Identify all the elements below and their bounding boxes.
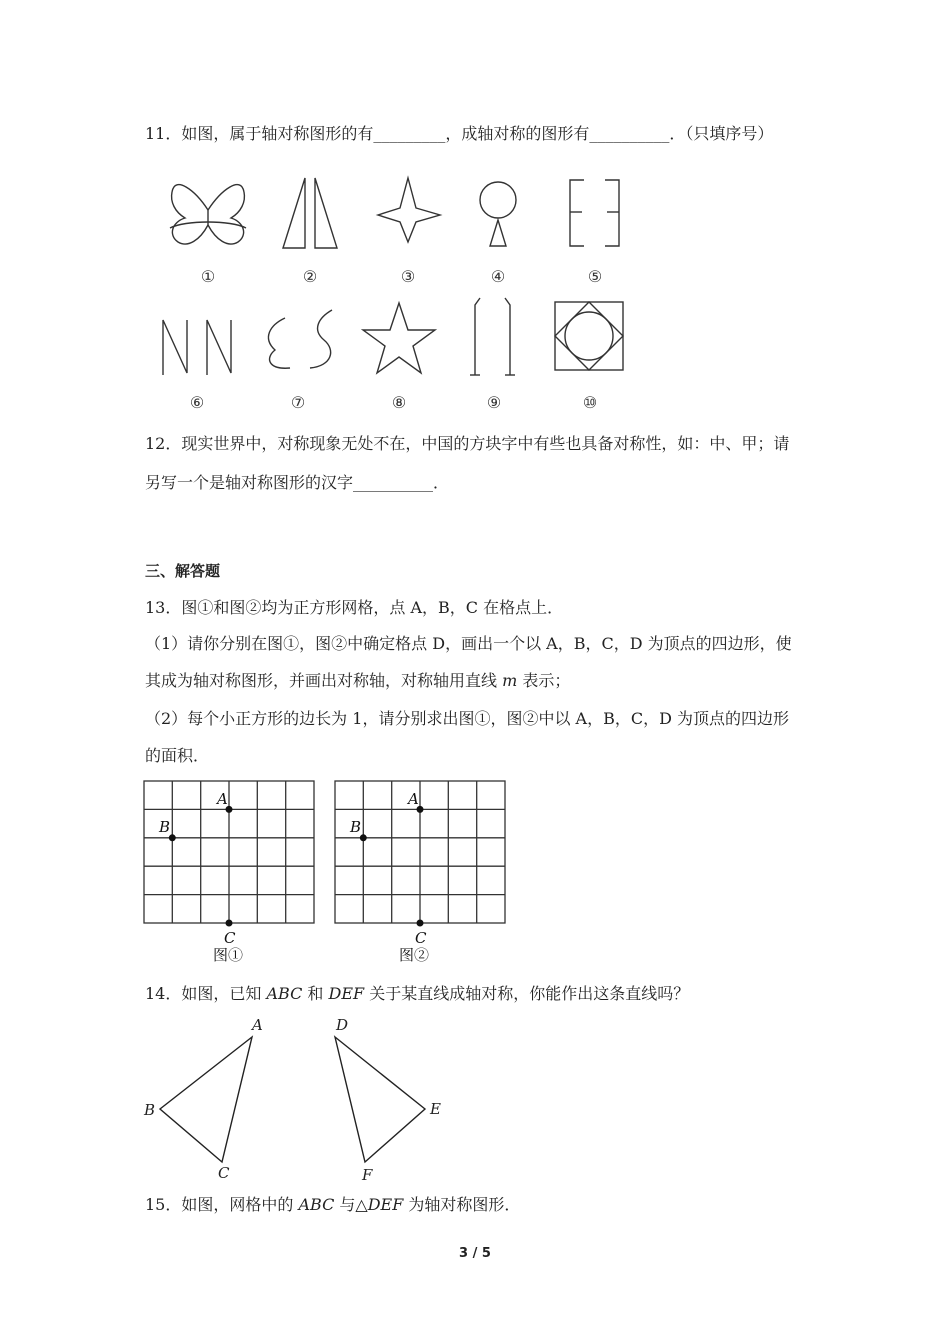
circle-triangle-figure bbox=[480, 182, 516, 246]
question-14-text: 14．如图，已知 ABC 和 DEF 关于某直线成轴对称，你能作出这条直线吗？ bbox=[145, 984, 690, 1003]
triangle-def bbox=[335, 1037, 425, 1162]
figure-label-2: ② bbox=[302, 267, 318, 286]
question-13-line1: 13．图①和图②均为正方形网格，点 A，B，C 在格点上． bbox=[145, 598, 564, 617]
butterfly-figure bbox=[170, 185, 246, 244]
square-diamond-circle-figure bbox=[555, 302, 623, 370]
svg-text:C: C bbox=[224, 929, 236, 947]
question-13-line4: （2）每个小正方形的边长为 1，请分别求出图①，图②中以 A，B，C，D 为顶点的四边形 bbox=[145, 709, 790, 728]
figure-label-6: ⑥ bbox=[189, 393, 205, 412]
bracket-shapes-figure bbox=[570, 180, 619, 246]
svg-text:B: B bbox=[159, 818, 171, 836]
figure-label-7: ⑦ bbox=[290, 393, 306, 412]
triangle-abc bbox=[160, 1037, 252, 1162]
question-13-line3: 其成为轴对称图形，并画出对称轴，对称轴用直线 m 表示； bbox=[145, 671, 571, 690]
figure-label-4: ④ bbox=[490, 267, 506, 286]
figure-label-10: ⑩ bbox=[582, 393, 598, 412]
svg-text:B: B bbox=[144, 1101, 156, 1119]
figure-label-3: ③ bbox=[400, 267, 416, 286]
svg-text:A: A bbox=[217, 790, 228, 808]
grid-caption-1: 图① bbox=[213, 946, 244, 964]
figure-label-9: ⑨ bbox=[486, 393, 502, 412]
two-triangles-figure bbox=[283, 178, 337, 248]
question-15-text: 15．如图，网格中的 ABC 与△DEF 为轴对称图形． bbox=[145, 1195, 521, 1214]
sticks-figure bbox=[470, 298, 515, 375]
grid-figure-2 bbox=[334, 780, 514, 970]
svg-text:C: C bbox=[415, 929, 427, 947]
question-11-text: 11．如图，属于轴对称图形的有_________，成轴对称的图形有__________．（只填序号） bbox=[145, 124, 774, 143]
figure-label-5: ⑤ bbox=[587, 267, 603, 286]
curvy-shapes-figure bbox=[268, 310, 332, 368]
section-title: 三、解答题 bbox=[145, 562, 221, 580]
figure-label-8: ⑧ bbox=[391, 393, 407, 412]
svg-text:D: D bbox=[336, 1016, 349, 1034]
svg-text:F: F bbox=[362, 1166, 373, 1184]
n-shapes-figure bbox=[163, 320, 231, 375]
question-13-line2: （1）请你分别在图①，图②中确定格点 D，画出一个以 A，B，C，D 为顶点的四边形，使 bbox=[145, 634, 792, 653]
triangles-figure bbox=[140, 1012, 460, 1187]
svg-text:B: B bbox=[350, 818, 362, 836]
svg-text:A: A bbox=[408, 790, 419, 808]
grid-caption-2: 图② bbox=[399, 946, 430, 964]
point-c bbox=[417, 920, 424, 927]
question-12-line2: 另写一个是轴对称图形的汉字__________． bbox=[145, 473, 450, 492]
svg-text:A: A bbox=[252, 1016, 263, 1034]
grid-figure-1 bbox=[143, 780, 323, 970]
figure-label-1: ① bbox=[200, 267, 216, 286]
q11-figures bbox=[150, 170, 650, 415]
four-point-star-figure bbox=[378, 178, 440, 242]
point-c bbox=[226, 920, 233, 927]
question-12-line1: 12．现实世界中，对称现象无处不在，中国的方块字中有些也具备对称性，如：中、甲；请 bbox=[145, 434, 790, 453]
five-point-star-figure bbox=[363, 303, 435, 373]
svg-text:E: E bbox=[430, 1100, 441, 1118]
svg-text:C: C bbox=[218, 1164, 230, 1182]
page-number: 3 / 5 bbox=[459, 1246, 491, 1261]
question-13-line5: 的面积． bbox=[145, 746, 210, 765]
